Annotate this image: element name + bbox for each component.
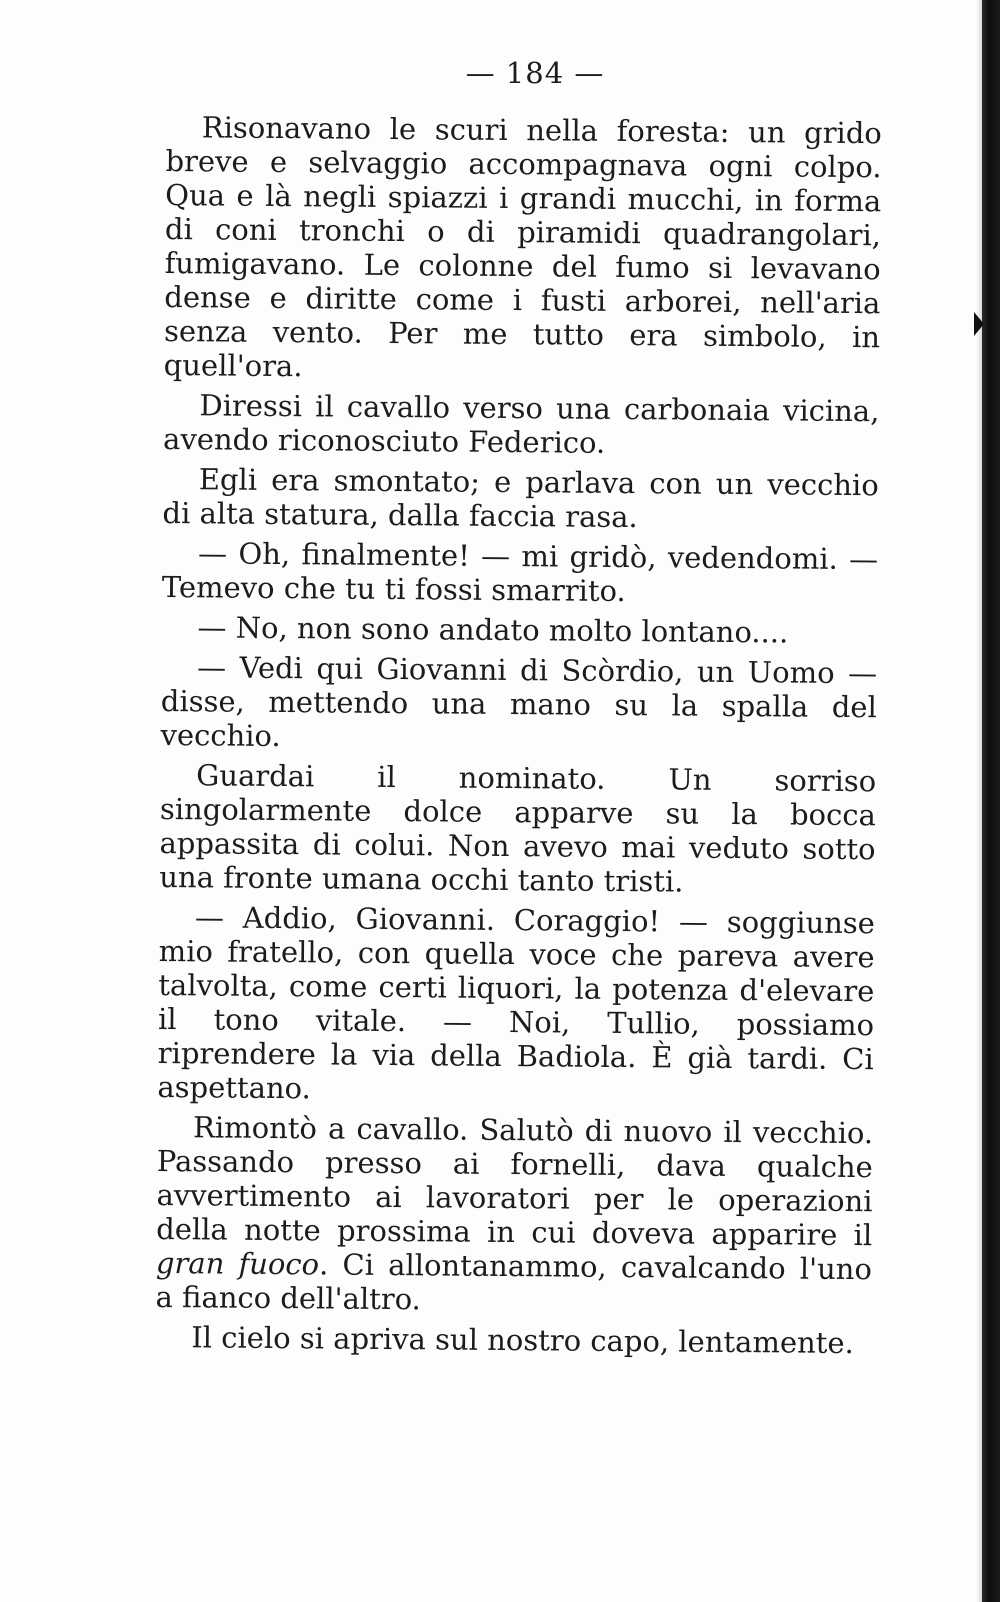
italic-phrase: gran fuoco [155,1245,320,1282]
page-number: — 184 — [465,56,605,90]
edge-notch-mark [974,312,984,336]
body-text [155,110,882,1360]
paragraph: Risonavano le scuri nella foresta: un grido breve e selvaggio accompagnava ogni colpo. Qua e là negli spiazzi i grandi mucchi, in forma di coni tronchi o di piramidi quadrangolari, fumigavano. Le colonne del fumo si levavano dense e diritte come i fusti arborei, nell'aria senza vento. Per me tutto era simbolo, in quell'ora. [163,110,882,384]
paragraph: Egli era smontato; e parlava con un vecchio di alta statura, dalla faccia rasa. [162,462,879,535]
paragraph: — No, non sono andato molto lontano.... [197,610,789,650]
paragraph [155,1110,873,1320]
paragraph: — Oh, finalmente! — mi gridò, vedendomi. — Temevo che tu ti fossi smarrito. [161,536,879,609]
paragraph-text-before: Rimontò a cavallo. Salutò di nuovo il vecchio. Passando presso ai fornelli, dava qualche avvertimento ai lavoratori per le operazioni della notte prossima in cui doveva apparire il [156,1110,874,1253]
paragraph: — Addio, Giovanni. Coraggio! — soggiunse mio fratello, con quella voce che pareva avere talvolta, come certi liquori, la potenza d'elevare il tono vitale. — Noi, Tullio, possiamo riprendere la via della Badiola. È già tardi. Ci aspettano. [157,900,876,1106]
paragraph: Diressi il cavallo verso una carbonaia vicina, avendo riconosciuto Federico. [162,388,880,460]
paragraph-text-after: . Ci allontanammo, cavalcando l'uno a fianco dell'altro. [155,1247,873,1317]
book-binding-edge [982,0,1000,1602]
paragraph: Il cielo si apriva sul nostro capo, lentamente. [191,1320,854,1361]
paragraph: — Vedi qui Giovanni di Scòrdio, un Uomo — disse, mettendo una mano su la spalla del vecchio. [160,650,878,754]
paragraph: Guardai il nominato. Un sorriso singolarmente dolce apparve su la bocca appassita di colui. Non avevo mai veduto sotto una fronte umana occhi tanto tristi. [159,758,877,899]
